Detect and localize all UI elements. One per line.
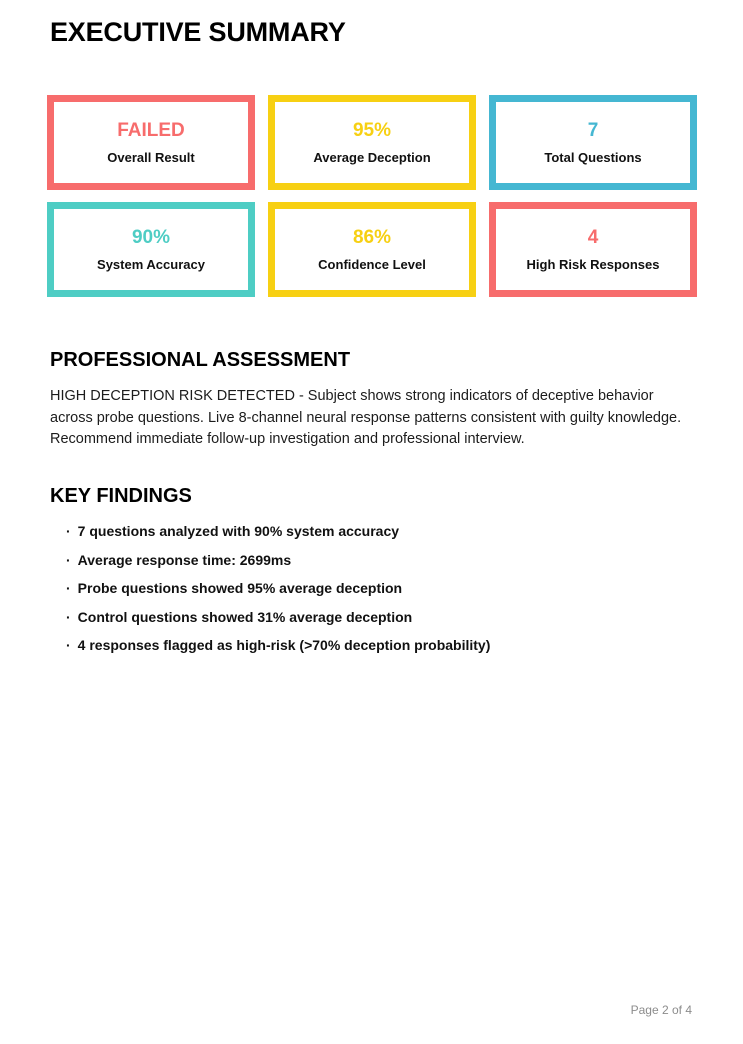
stat-card-system-accuracy (47, 202, 255, 297)
summary-cards-grid (47, 95, 697, 297)
stat-value: 86% (352, 227, 392, 248)
professional-assessment-heading: PROFESSIONAL ASSESSMENT (50, 349, 351, 371)
stat-card-confidence-level (268, 202, 476, 297)
stat-value: 95% (352, 120, 392, 141)
finding-item (66, 638, 490, 652)
stat-label: Overall Result (107, 150, 195, 165)
stat-label: Average Deception (313, 150, 431, 165)
stat-card-average-deception (268, 95, 476, 190)
page-title: EXECUTIVE SUMMARY (50, 17, 346, 47)
bullet-icon: · (66, 551, 71, 568)
stat-label: High Risk Responses (526, 257, 660, 272)
stat-label: Total Questions (544, 150, 642, 165)
stat-card-overall-result (47, 95, 255, 190)
stat-label: System Accuracy (97, 257, 205, 272)
stat-value: FAILED (117, 120, 185, 141)
finding-item (66, 610, 490, 624)
bullet-icon: · (66, 523, 71, 539)
stat-value: 7 (587, 120, 599, 141)
finding-text: Average response time: 2699ms (77, 551, 292, 568)
stat-card-high-risk-responses (489, 202, 697, 297)
professional-assessment-body: HIGH DECEPTION RISK DETECTED - Subject shows strong indicators of deceptive behavior across probe questions. Live 8-channel neural response patterns consistent with guilty knowledge. Recommend immediate follow-up investigation and professional interview. (50, 388, 682, 447)
finding-text: 4 responses flagged as high-risk (>70% deception probability) (77, 637, 491, 653)
finding-item (66, 553, 490, 567)
bullet-icon: · (66, 580, 71, 596)
page-number: Page 2 of 4 (630, 1003, 692, 1017)
finding-text: Control questions showed 31% average deception (77, 608, 413, 625)
stat-card-total-questions (489, 95, 697, 190)
finding-text: Probe questions showed 95% average deception (77, 580, 403, 596)
bullet-icon: · (66, 608, 71, 625)
finding-text: 7 questions analyzed with 90% system accuracy (77, 523, 400, 539)
stat-value: 90% (131, 227, 171, 248)
stat-value: 4 (587, 227, 599, 248)
finding-item (66, 581, 490, 595)
finding-item (66, 524, 490, 538)
key-findings-heading: KEY FINDINGS (50, 485, 192, 507)
bullet-icon: · (66, 637, 71, 653)
key-findings-list (66, 524, 490, 667)
stat-label: Confidence Level (318, 257, 426, 272)
